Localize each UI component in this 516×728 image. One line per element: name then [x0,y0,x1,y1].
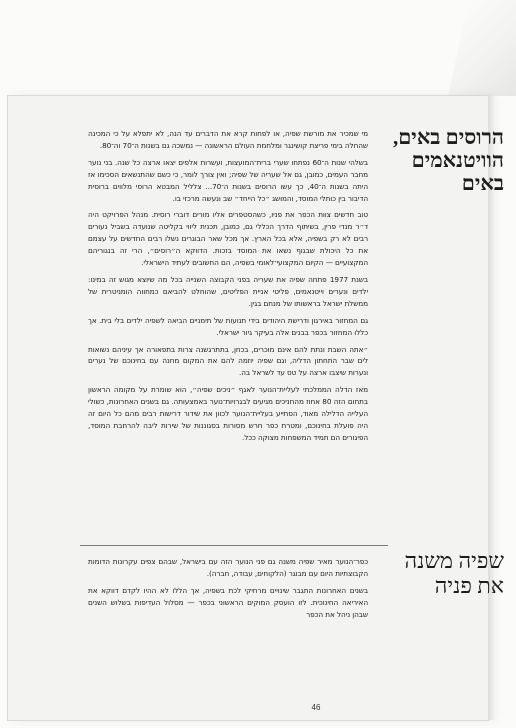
page-number: 46 [311,703,321,712]
section-headline-russians: הרוסים באים, הוויטנאמים באים [392,125,504,195]
article-paragraph: מאז הדלה הממלכתי לעליית־הנוער לאגף ״ניכים שפיה״, הוא שומרת על מקומה הראשון בתחום הזה 80 אחוז מהחניכים מגיעים לבגרויות־נוער באמצעותה. גם בשנים האחרונות, כשולי העלייה הדלילה מאוד, הסתייע בעליית־הנוער לכוון את שידור דרישות רבים מהם כל היום זה היה פועלת בחינוכם, ומטרת כפר חרש מסורות בסגוננות של שירות ליבה להרחבת המוסד, הפיגורים הם תמיד המשפחות מצוקה ככל. [88,385,368,442]
article-paragraph: טוב חדשים צוות הכפר את פניו, כשהסטפרים אליו מורים דוברי רוסית. מנהל הפרויקט היה ד״ר מנדי פרין, בשיתוף הדרך הכללי גם, כמובן, תכנית ליווי בקליטה שנועדה בשביל נעורים רבים לא רק בשפיה, אלא בכל הארץ. אך מכל שאר הבוגרים נשלו רבים החדשים על עצמם את כל היכולת שבגוף נשאו את המוסד בזכות. הדווקא ה״רוסים״, הרי זה בנגוריהם המקצועיים — הקיום המקצועי־לאומי בשפיה, הם החשובים לעתיד הישראלי. [88,210,368,268]
article-paragraph: בשלהי שנות ה־60 נפתחו שערי ברית־המועצות, ועשרות אלפים יצאו ארצה כל שנה. בני נוער מחבר העמים, כמובן, גם אל שעריה של שפיה; ואין צורך לומר, כי כשם שהתנשאים הסכימו אז היתה בשנות ה־40, כך עשו הרוסים בשנות ה־70... צלליל המבטא הרוסי מלווים ברוסית הדיבור בין כותלי המוסד, והמושג ״כל הייחד״ שב ונעשה מרכזי בו. [88,157,368,203]
section-divider [80,545,388,546]
article-paragraph: גם המחזור באירגון ודרישת היהודים בידי תנועות של תימניים הביאה לשפיה ילדים בלי בית. אך כללו המחזור בכפר בבנים אלה בעיקר גיור ישראלי. [88,315,368,337]
article-column-bottom [88,556,368,662]
section-headline-changing: שפיה משנה את פניה [404,548,504,598]
article-paragraph: בשנים האחרונות התגבר שינויים מרחיקי לכת בשפיה, אך הללו לא ההיו לקדם דווקא את האיריאה החינוכית. לזו הועסק המוקים הראשוני בכפר — מסלול העדיפות בשלוש השנים שבהן ניהל את הכפר [88,585,368,619]
article-column-top [88,128,368,548]
article-paragraph: מי שמכיר את מורשת שפיה, או לפחות קרא את הדברים עד הנה, לא יתפלא על כי המכינה שהחלה בימי פריצת קושינגר ומלחמת העולם הראשונה — נמשכה גם בשנות ה־70 וה־80. [88,129,368,150]
article-paragraph: כפר־הנוער מאיר שפיה משנה גם פני הנוער הזה עם בישראל, שבהם צפים עקרונות הדומות הקבוצתיות היום עם מבוגר (הלקוחים, עבודה, חברה). [88,557,368,578]
article-paragraph: בשנת 1977 פתחה שפיה את שעריה בפני הקבוצה השנייה בכל מה שיוצא מגוש זה במינו: ילדים ונערים וייטנאמים, פליטי אניית הפליטים, שהוחלט להביאם כמחווה הומניטרית של ממשלת ישראל בראשותו של מנחם בגין. [88,274,368,308]
article-paragraph: ״אתה השבת ונתת להם אינם מוכרים, בכחן, בתתרגשנה צרות בתפאורה אך עיניהם נשואות לים שבר התחתון הדליה, וגם שפיה יוזמה להם את המקום מחנה עם בחינוכם של נערים ונערות שיצבו ארצה על טס עד לשראל בה. [88,344,368,378]
